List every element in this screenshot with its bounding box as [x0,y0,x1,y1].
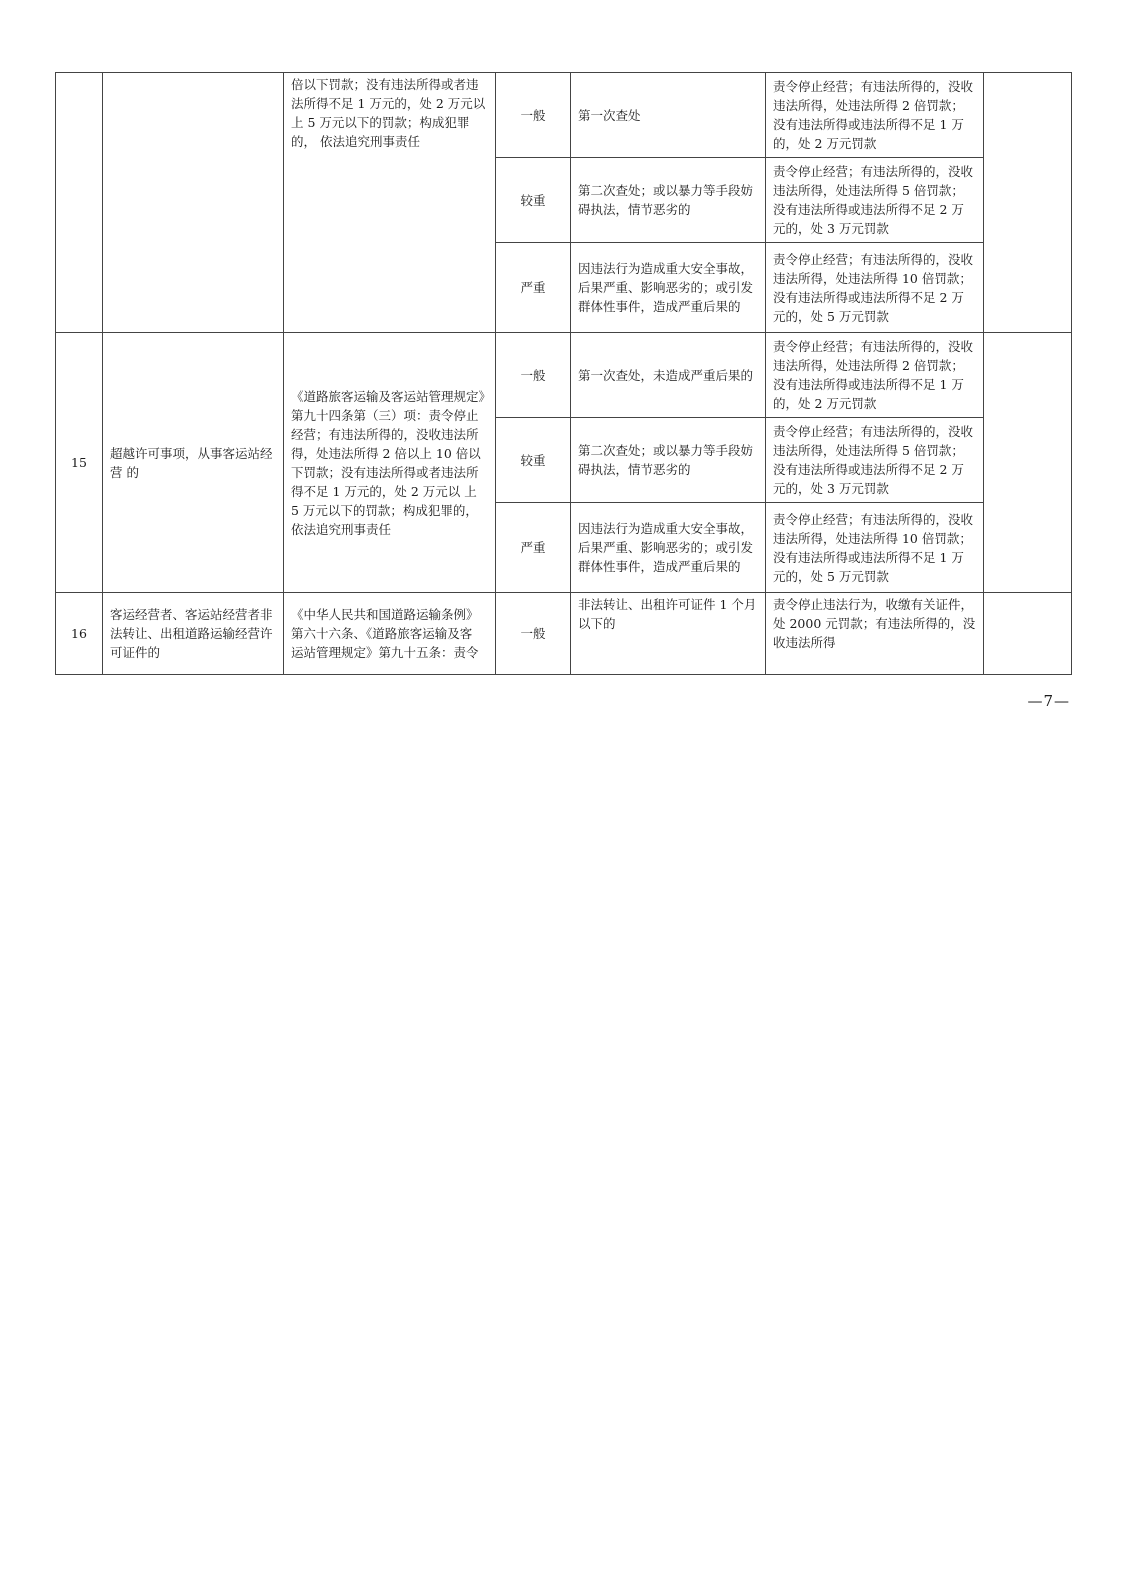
standard-cell: 责令停止经营；有违法所得的，没收违法所得，处违法所得 2 倍罚款； 没有违法所得或违法所得不足 1 万 的，处 2 万元罚款 [766,333,984,418]
violation-item-cell [103,73,284,333]
circumstance-cell: 第一次查处 [571,73,766,158]
seq-cell: 16 [56,593,103,675]
level-cell: 较重 [496,158,571,243]
level-cell: 较重 [496,418,571,503]
level-cell: 严重 [496,243,571,333]
legal-basis-cell: 《道路旅客运输及客运站管理规定》第九十四条第（三）项：责令停止经营；有违法所得的，没收违法所得，处违法所得 2 倍以上 10 倍以下罚款；没有违法所得或者违法所得不足 1 万元的，处 2 万元以 上 5 万元以下的罚款；构成犯罪的， 依法追究刑事责任 [284,333,496,593]
seq-cell [56,73,103,333]
violation-item-cell: 超越许可事项，从事客运站经营 的 [103,333,284,593]
legal-basis-cell: 《中华人民共和国道路运输条例》 第六十六条、《道路旅客运输及客 运站管理规定》第九十五条：责令 [284,593,496,675]
level-cell: 严重 [496,503,571,593]
table-row [56,333,1072,418]
circumstance-cell: 第二次查处；或以暴力等手段妨碍执法，情节恶劣的 [571,158,766,243]
seq-cell: 15 [56,333,103,593]
circumstance-cell: 因违法行为造成重大安全事故， 后果严重、影响恶劣的；或引发 群体性事件，造成严重后果的 [571,243,766,333]
level-cell: 一般 [496,593,571,675]
standard-cell: 责令停止经营；有违法所得的，没收违法所得，处违法所得 10 倍罚款；没有违法所得或违法所得不足 1 万元的，处 5 万元罚款 [766,503,984,593]
violation-item-cell: 客运经营者、客运站经营者非法转让、出租道路运输经营许可证件的 [103,593,284,675]
circumstance-cell: 因违法行为造成重大安全事故， 后果严重、影响恶劣的；或引发 群体性事件，造成严重后果的 [571,503,766,593]
remark-cell [984,333,1072,593]
legal-basis-cell: 倍以下罚款；没有违法所得或者违法所得不足 1 万元的，处 2 万元以 上 5 万元以下的罚款；构成犯罪的， 依法追究刑事责任 [284,73,496,333]
circumstance-cell: 第一次查处，未造成严重后果的 [571,333,766,418]
circumstance-cell: 第二次查处；或以暴力等手段妨碍执法，情节恶劣的 [571,418,766,503]
circumstance-cell: 非法转让、出租许可证件 1 个月 以下的 [571,593,766,675]
standard-cell: 责令停止违法行为，收缴有关证件，处 2000 元罚款；有违法所得的，没收违法所得 [766,593,984,675]
remark-cell [984,593,1072,675]
standard-cell: 责令停止经营；有违法所得的，没收违法所得，处违法所得 5 倍罚款； 没有违法所得或违法所得不足 2 万 元的，处 3 万元罚款 [766,418,984,503]
standard-cell: 责令停止经营；有违法所得的，没收违法所得，处违法所得 2 倍罚款； 没有违法所得或违法所得不足 1 万 的，处 2 万元罚款 [766,73,984,158]
level-cell: 一般 [496,333,571,418]
table-row [56,73,1072,158]
level-cell: 一般 [496,73,571,158]
remark-cell [984,73,1072,333]
penalty-standard-table [55,72,1072,675]
standard-cell: 责令停止经营；有违法所得的，没收违法所得，处违法所得 10 倍罚款；没有违法所得或违法所得不足 2 万元的，处 5 万元罚款 [766,243,984,333]
standard-cell: 责令停止经营；有违法所得的，没收违法所得，处违法所得 5 倍罚款； 没有违法所得或违法所得不足 2 万 元的，处 3 万元罚款 [766,158,984,243]
page-number: —7— [1027,692,1070,710]
table-row [56,593,1072,675]
